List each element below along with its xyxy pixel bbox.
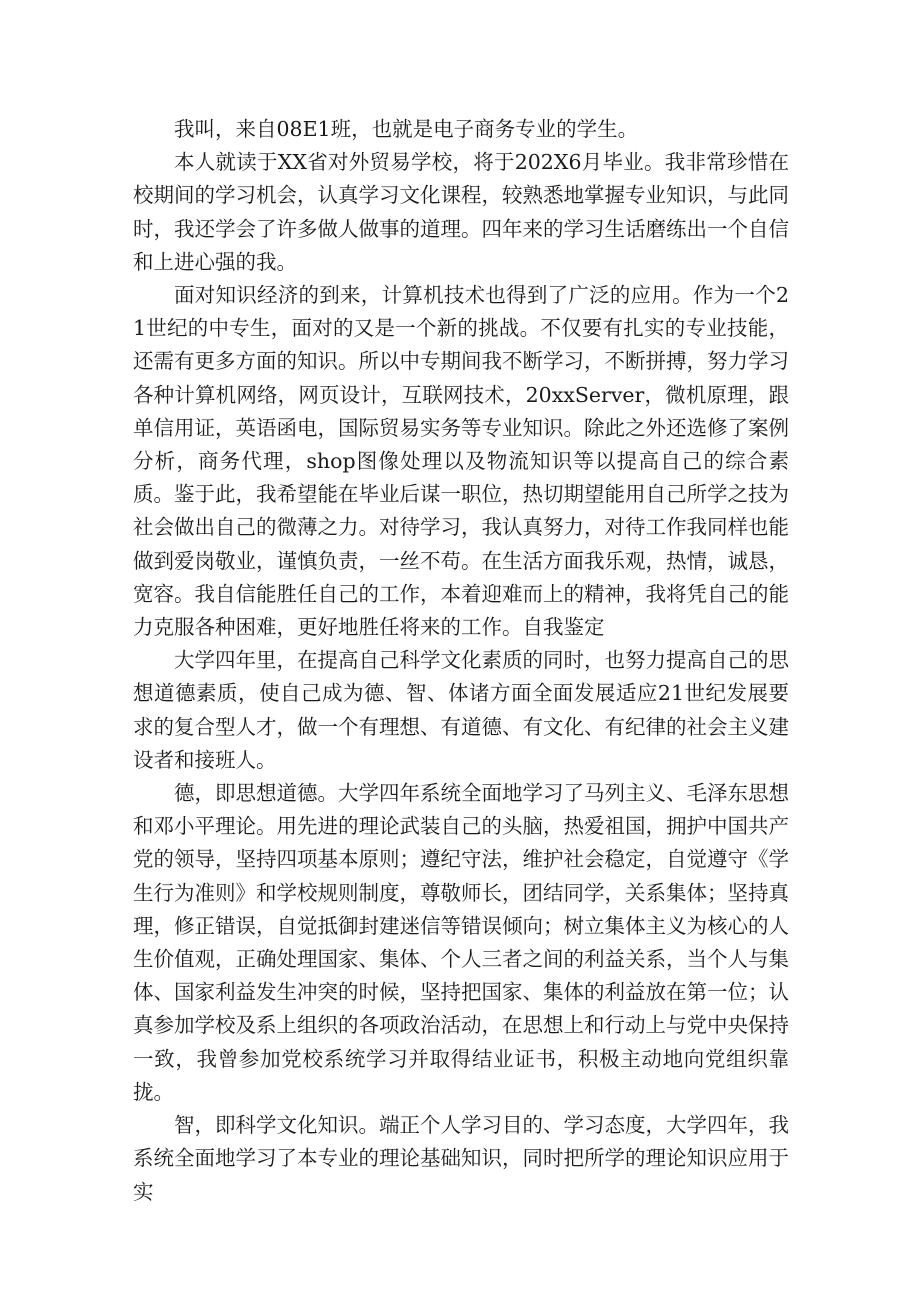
paragraph-school: 本人就读于XX省对外贸易学校，将于202X6月毕业。我非常珍惜在校期间的学习机会，认真学习文化课程，较熟悉地掌握专业知识，与此同时，我还学会了许多做人做事的道理。四年来的学习生话磨练出一个自信和上进心强的我。	[133, 150, 789, 274]
paragraph-morality: 德，即思想道德。大学四年系统全面地学习了马列主义、毛泽东思想和邓小平理论。用先进的理论武装自己的头脑，热爱祖国，拥护中国共产党的领导，坚持四项基本原则；遵纪守法，维护社会稳定，自觉遵守《学生行为准则》和学校规则制度，尊敬师长，团结同学，关系集体；坚持真理，修正错误，自觉抵御封建迷信等错误倾向；树立集体主义为核心的人生价值观，正确处理国家、集体、个人三者之间的利益关系，当个人与集体、国家利益发生冲突的时候，坚持把国家、集体的利益放在第一位；认真参加学校及系上组织的各项政治活动，在思想上和行动上与党中央保持一致，我曾参加党校系统学习并取得结业证书，积极主动地向党组织靠拢。	[133, 781, 789, 1104]
paragraph-university: 大学四年里，在提高自己科学文化素质的同时，也努力提高自己的思想道德素质，使自己成为德、智、体诸方面全面发展适应21世纪发展要求的复合型人才，做一个有理想、有道德、有文化、有纪律的社会主义建设者和接班人。	[133, 648, 789, 772]
paragraph-intro: 我叫，来自08E1班，也就是电子商务专业的学生。	[174, 117, 639, 141]
paragraph-skills: 面对知识经济的到来，计算机技术也得到了广泛的应用。作为一个21世纪的中专生，面对的又是一个新的挑战。不仅要有扎实的专业技能，还需有更多方面的知识。所以中专期间我不断学习，不断拼搏，努力学习各种计算机网络，网页设计，互联网技术，20xxServer，微机原理，跟单信用证，英语函电，国际贸易实务等专业知识。除此之外还选修了案例分析，商务代理，shop图像处理以及物流知识等以提高自己的综合素质。鉴于此，我希望能在毕业后谋一职位，热切期望能用自己所学之技为社会做出自己的微薄之力。对待学习，我认真努力，对待工作我同样也能做到爱岗敬业，谨慎负责，一丝不苟。在生活方面我乐观，热情，诚恳，宽容。我自信能胜任自己的工作，本着迎难而上的精神，我将凭自己的能力克服各种困难，更好地胜任将来的工作。自我鉴定	[133, 283, 789, 640]
document-body	[133, 113, 789, 1209]
paragraph-knowledge: 智，即科学文化知识。端正个人学习目的、学习态度，大学四年，我系统全面地学习了本专业的理论基础知识，同时把所学的理论知识应用于实	[133, 1113, 789, 1204]
